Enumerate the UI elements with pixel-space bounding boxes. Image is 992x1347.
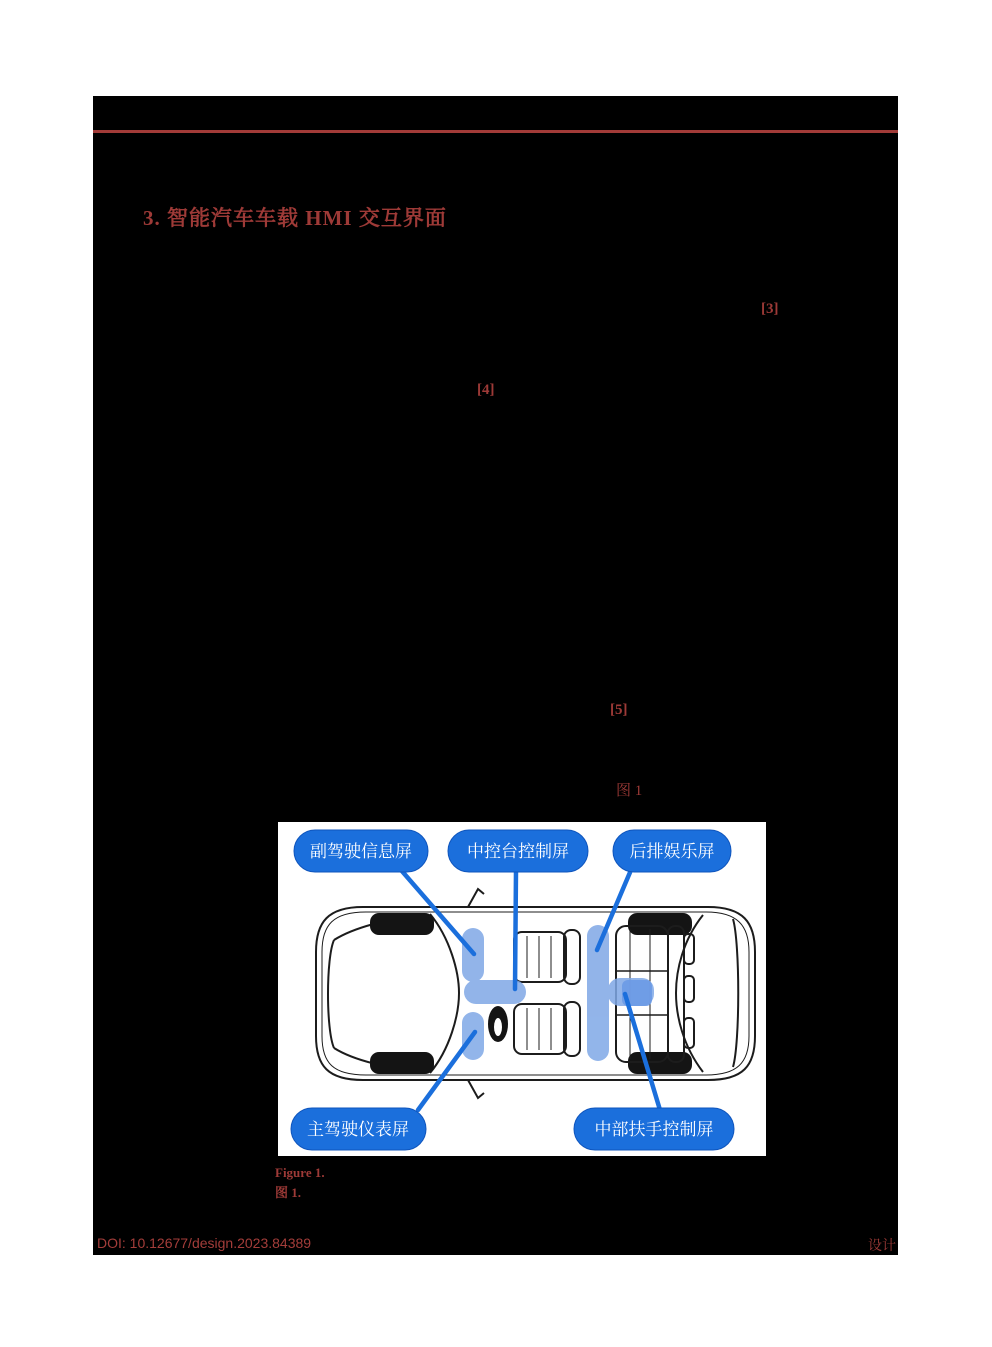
callout-center-console-screen	[448, 830, 588, 872]
footer-doi-link[interactable]: DOI: 10.12677/design.2023.84389	[97, 1235, 312, 1251]
steering-wheel	[488, 1006, 508, 1042]
citation-link-3[interactable]: [3]	[761, 301, 779, 317]
callout-label: 主驾驶仪表屏	[307, 1120, 409, 1139]
callout-label: 中控台控制屏	[467, 842, 569, 861]
callout-rear-entertainment-screen	[613, 830, 731, 872]
header-rule	[93, 130, 898, 133]
page-content-area	[93, 96, 898, 1255]
callout-armrest-control-screen	[574, 1108, 734, 1150]
front-left-wheel	[370, 913, 434, 935]
callout-label: 后排娱乐屏	[629, 842, 715, 861]
callout-driver-instrument-screen	[291, 1108, 426, 1150]
figure-1-image	[278, 822, 766, 1156]
section-heading: 3. 智能汽车车载 HMI 交互界面	[143, 206, 447, 230]
figure-1-reference[interactable]: 图 1	[616, 783, 643, 799]
connector-center-console	[515, 870, 516, 989]
callout-label: 副驾驶信息屏	[310, 842, 412, 861]
car-hmi-diagram	[278, 822, 766, 1156]
rear-left-wheel	[628, 913, 692, 935]
front-right-wheel	[370, 1052, 434, 1074]
callout-label: 中部扶手控制屏	[594, 1120, 714, 1139]
footer-journal-name: 设计	[868, 1239, 896, 1254]
citation-link-5[interactable]: [5]	[610, 702, 628, 718]
figure-caption-zh: 图 1.	[275, 1185, 302, 1200]
citation-link-4[interactable]: [4]	[477, 382, 495, 398]
figure-caption-en: Figure 1.	[275, 1165, 325, 1180]
callout-passenger-info-screen	[294, 830, 428, 872]
